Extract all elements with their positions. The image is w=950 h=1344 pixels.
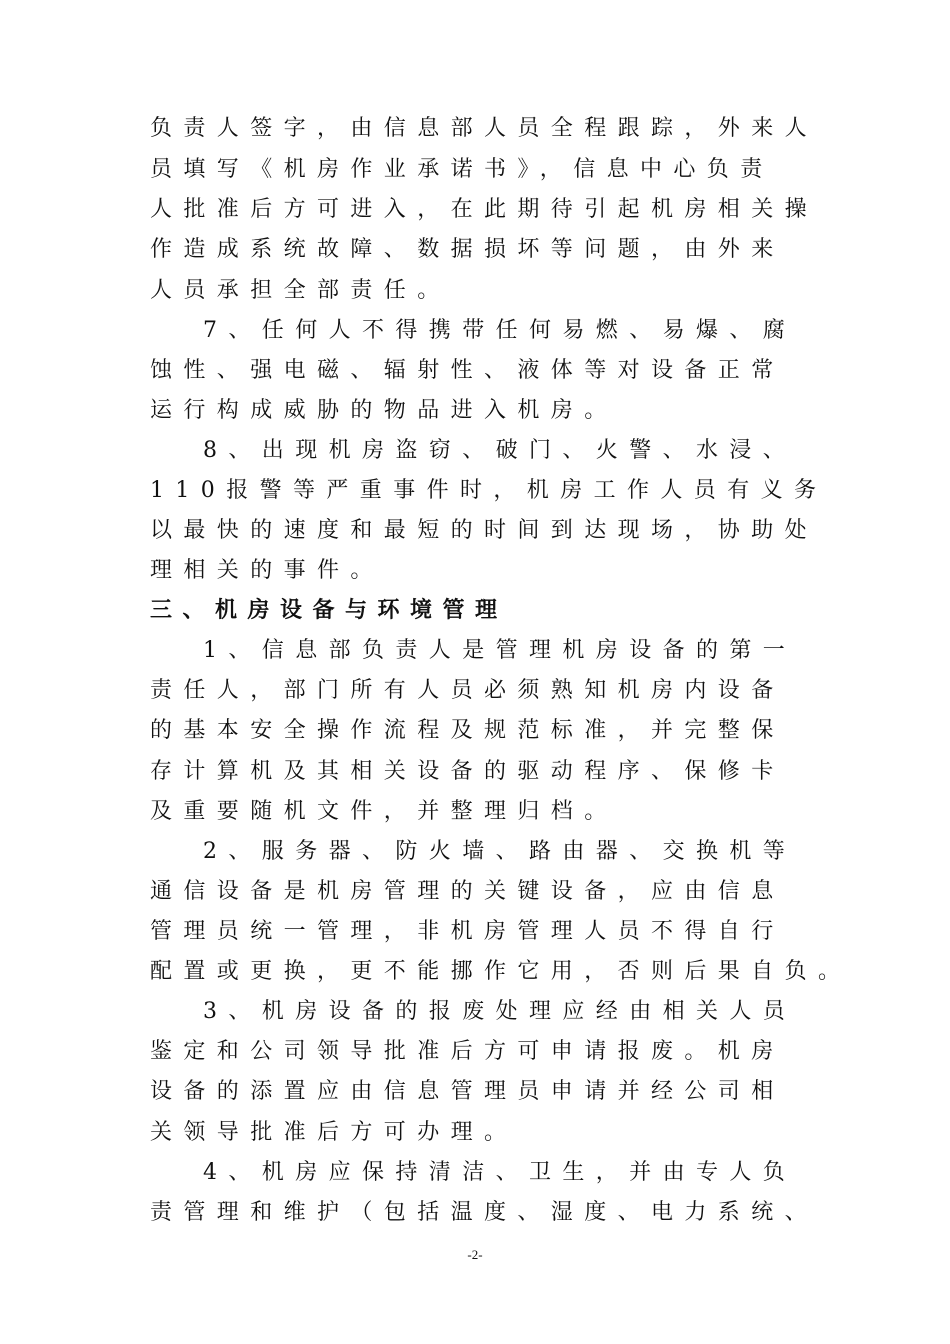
paragraph-line: 运行构成威胁的物品进入机房。 <box>150 398 618 423</box>
paragraph-line: 110报警等严重事件时，机房工作人员有义务 <box>150 478 828 503</box>
paragraph-line: 的基本安全操作流程及规范标准，并完整保 <box>150 718 785 743</box>
section-heading: 三、机房设备与环境管理 <box>150 598 508 623</box>
paragraph-line: 理相关的事件。 <box>150 558 384 583</box>
paragraph-line: 责管理和维护（包括温度、湿度、电力系统、 <box>150 1200 819 1225</box>
item-4-line: 4、机房应保持清洁、卫生，并由专人负 <box>203 1160 797 1185</box>
paragraph-line: 责任人，部门所有人员必须熟知机房内设备 <box>150 678 785 703</box>
paragraph-line: 负责人签字，由信息部人员全程跟踪，外来人 <box>150 116 819 141</box>
page-number: -2- <box>467 1247 483 1262</box>
paragraph-line: 人批准后方可进入，在此期待引起机房相关操 <box>150 197 819 222</box>
paragraph-line: 人员承担全部责任。 <box>150 278 451 303</box>
paragraph-line: 鉴定和公司领导批准后方可申请报废。机房 <box>150 1039 785 1064</box>
item-2-line: 2、服务器、防火墙、路由器、交换机等 <box>203 839 797 864</box>
paragraph-line: 作造成系统故障、数据损坏等问题，由外来 <box>150 237 785 262</box>
paragraph-line: 员填写《机房作业承诺书》，信息中心负责 <box>150 157 774 182</box>
item-8-line: 8、出现机房盗窃、破门、火警、水浸、 <box>203 438 797 463</box>
paragraph-line: 存计算机及其相关设备的驱动程序、保修卡 <box>150 759 785 784</box>
paragraph-line: 配置或更换，更不能挪作它用，否则后果自负。 <box>150 959 852 984</box>
paragraph-line: 管理员统一管理，非机房管理人员不得自行 <box>150 919 785 944</box>
item-1-line: 1、信息部负责人是管理机房设备的第一 <box>203 638 797 663</box>
paragraph-line: 关领导批准后方可办理。 <box>150 1120 518 1145</box>
paragraph-line: 通信设备是机房管理的关键设备，应由信息 <box>150 879 785 904</box>
paragraph-line: 及重要随机文件，并整理归档。 <box>150 799 618 824</box>
item-3-line: 3、机房设备的报废处理应经由相关人员 <box>203 999 797 1024</box>
paragraph-line: 设备的添置应由信息管理员申请并经公司相 <box>150 1079 785 1104</box>
paragraph-line: 以最快的速度和最短的时间到达现场，协助处 <box>150 518 819 543</box>
paragraph-line: 蚀性、强电磁、辐射性、液体等对设备正常 <box>150 358 785 383</box>
item-7-line: 7、任何人不得携带任何易燃、易爆、腐 <box>203 318 797 343</box>
